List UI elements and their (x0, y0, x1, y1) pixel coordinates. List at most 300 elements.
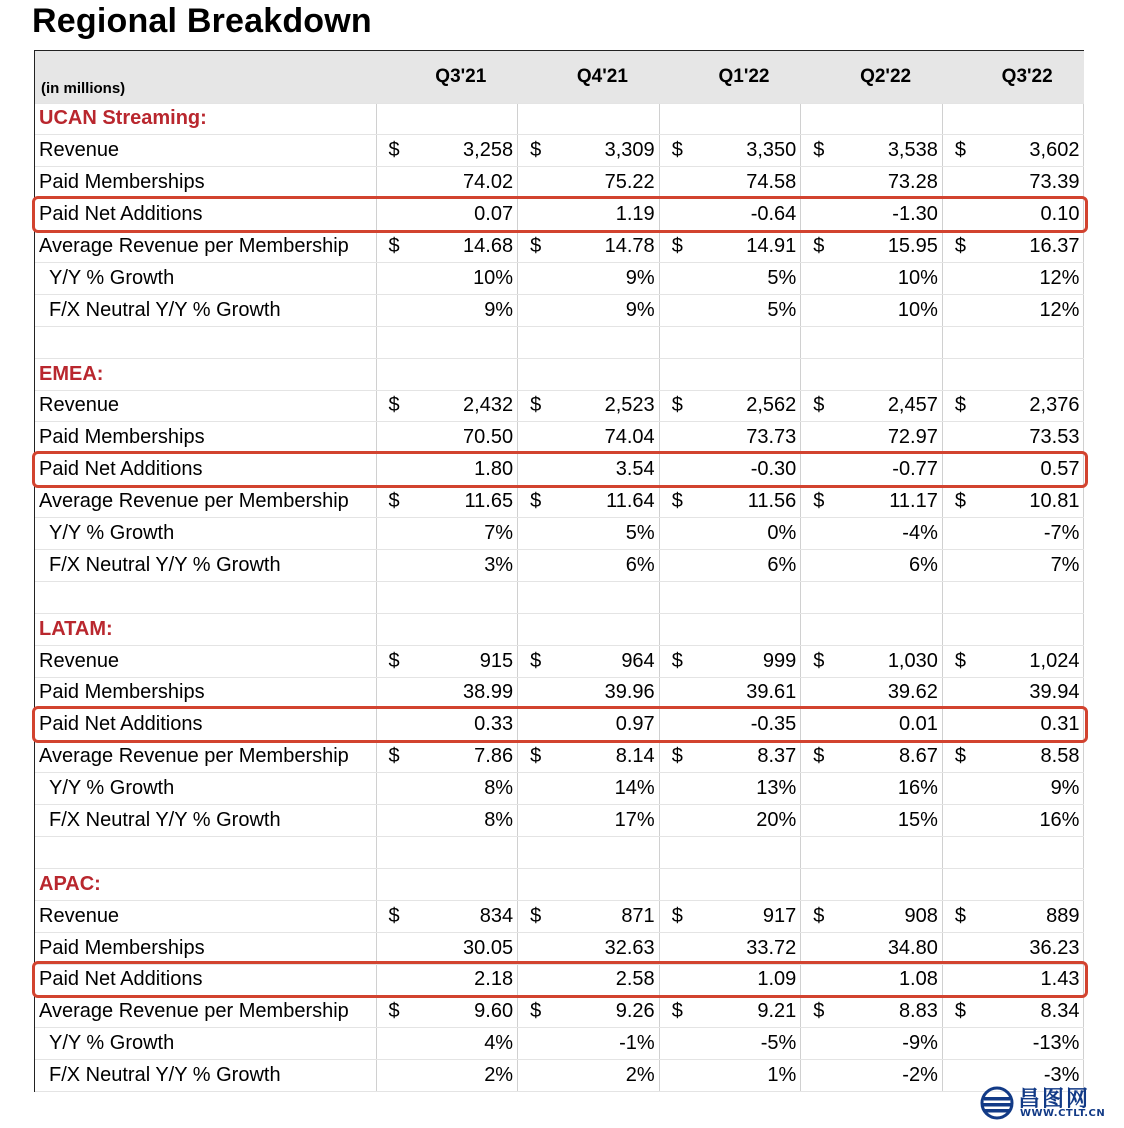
value-cell (376, 135, 518, 167)
value-cell (518, 135, 660, 167)
cell-value: 0.97 (615, 713, 655, 736)
cell-value: 14% (614, 777, 655, 800)
net-additions-highlight (32, 961, 1088, 998)
cell-value: 8.58 (1040, 745, 1080, 768)
currency-symbol: $ (813, 904, 825, 927)
value-cell (376, 1060, 518, 1092)
table-row (35, 486, 1084, 518)
cell-value: 14.68 (463, 235, 514, 257)
table-row (35, 518, 1084, 550)
row-label: Y/Y % Growth (35, 773, 376, 805)
cell-value: 1% (767, 1064, 797, 1087)
row-label: F/X Neutral Y/Y % Growth (35, 805, 376, 837)
currency-symbol: $ (954, 745, 966, 768)
value-cell (518, 422, 660, 454)
cell-value: 30.05 (463, 936, 514, 959)
value-cell (376, 645, 518, 677)
cell-value: 2,523 (604, 394, 655, 417)
value-cell (518, 805, 660, 837)
column-header: Q3'22 (942, 51, 1084, 103)
cell-value: 73.53 (1029, 426, 1080, 449)
value-cell (376, 262, 518, 294)
cell-value: 917 (762, 904, 797, 927)
value-cell (659, 645, 801, 677)
currency-symbol: $ (813, 394, 825, 417)
cell-value: 74.58 (746, 171, 797, 194)
cell-value: 11.56 (747, 490, 797, 513)
value-cell (376, 549, 518, 581)
cell-value: 8.67 (898, 745, 938, 768)
cell-value: 8.83 (898, 1000, 938, 1023)
value-cell (376, 518, 518, 550)
row-label: Y/Y % Growth (35, 518, 376, 550)
net-additions-highlight (32, 196, 1088, 233)
cell-value: 5% (767, 266, 797, 289)
currency-symbol: $ (671, 1000, 683, 1023)
value-cell (801, 932, 943, 964)
cell-value: 2% (625, 1064, 655, 1087)
value-cell (518, 996, 660, 1028)
value-cell (518, 390, 660, 422)
column-header: Q1'22 (659, 51, 801, 103)
cell-value: 1.80 (474, 458, 514, 481)
currency-symbol: $ (530, 490, 542, 513)
row-label: Paid Memberships (35, 677, 376, 709)
value-cell (801, 262, 943, 294)
cell-value: 3,258 (463, 139, 514, 162)
row-label: Paid Net Additions (35, 709, 376, 741)
value-cell (518, 677, 660, 709)
cell-value: 2,376 (1029, 394, 1080, 417)
value-cell (942, 486, 1084, 518)
value-cell (942, 262, 1084, 294)
row-label: Average Revenue per Membership (35, 996, 376, 1028)
cell-value: 908 (904, 904, 938, 927)
cell-value: 11.64 (606, 490, 655, 513)
row-label: Y/Y % Growth (35, 262, 376, 294)
currency-symbol: $ (530, 394, 542, 417)
value-cell (801, 422, 943, 454)
value-cell (942, 390, 1084, 422)
cell-value: 1.19 (615, 203, 655, 226)
cell-value: 33.72 (746, 936, 797, 959)
cell-value: 14.78 (604, 235, 655, 257)
cell-value: 2,432 (463, 394, 514, 417)
cell-value: 834 (479, 904, 514, 927)
currency-symbol: $ (388, 745, 400, 768)
row-label: Paid Net Additions (35, 199, 376, 231)
currency-symbol: $ (671, 235, 683, 257)
cell-value: -2% (902, 1064, 938, 1087)
currency-symbol: $ (671, 139, 683, 162)
cell-value: 0.33 (474, 713, 514, 736)
cell-value: 8% (484, 777, 514, 800)
cell-value: 10% (897, 266, 938, 289)
value-cell (659, 294, 801, 326)
value-cell (659, 773, 801, 805)
value-cell (942, 645, 1084, 677)
cell-value: -0.30 (750, 458, 797, 481)
cell-value: 15% (897, 809, 938, 832)
value-cell (801, 741, 943, 773)
row-label: Revenue (35, 135, 376, 167)
value-cell (801, 135, 943, 167)
currency-symbol: $ (813, 745, 825, 768)
section-header-row (35, 613, 1084, 645)
cell-value: 6% (767, 553, 797, 576)
value-cell (376, 390, 518, 422)
currency-symbol: $ (671, 394, 683, 417)
cell-value: 10.81 (1029, 490, 1080, 513)
row-label: Paid Memberships (35, 422, 376, 454)
table-row (35, 1028, 1084, 1060)
value-cell (801, 645, 943, 677)
section-header-row (35, 868, 1084, 900)
value-cell (942, 932, 1084, 964)
cell-value: -13% (1032, 1032, 1080, 1055)
table-row (35, 805, 1084, 837)
row-label: Revenue (35, 900, 376, 932)
cell-value: 1.08 (898, 968, 938, 991)
value-cell (518, 1028, 660, 1060)
cell-value: 964 (621, 649, 655, 672)
cell-value: -7% (1043, 522, 1080, 545)
currency-symbol: $ (954, 394, 966, 417)
currency-symbol: $ (530, 649, 542, 672)
value-cell (942, 900, 1084, 932)
cell-value: 36.23 (1029, 936, 1080, 959)
value-cell (659, 1060, 801, 1092)
value-cell (942, 741, 1084, 773)
currency-symbol: $ (954, 649, 966, 672)
watermark-logo (976, 1084, 1116, 1124)
globe-icon (980, 1086, 1014, 1120)
currency-symbol: $ (671, 490, 683, 513)
currency-symbol: $ (954, 490, 966, 513)
value-cell (659, 996, 801, 1028)
currency-symbol: $ (388, 235, 400, 257)
section-header-row (35, 358, 1084, 390)
cell-value: 3,309 (604, 139, 655, 162)
value-cell (659, 390, 801, 422)
cell-value: 15.95 (887, 235, 938, 257)
currency-symbol: $ (388, 649, 400, 672)
value-cell (942, 677, 1084, 709)
value-cell (801, 996, 943, 1028)
cell-value: 75.22 (604, 171, 655, 194)
section-title: APAC: (35, 868, 376, 900)
cell-value: 1,030 (887, 649, 938, 672)
cell-value: -3% (1043, 1064, 1080, 1087)
cell-value: 39.94 (1029, 681, 1080, 704)
cell-value: -9% (902, 1032, 938, 1055)
cell-value: 6% (625, 553, 655, 576)
row-label: Average Revenue per Membership (35, 741, 376, 773)
value-cell (518, 932, 660, 964)
spacer-row (35, 326, 1084, 358)
row-label: Average Revenue per Membership (35, 486, 376, 518)
cell-value: 72.97 (887, 426, 938, 449)
value-cell (376, 900, 518, 932)
currency-symbol: $ (954, 1000, 966, 1023)
cell-value: 17% (614, 809, 655, 832)
currency-symbol: $ (813, 139, 825, 162)
value-cell (659, 486, 801, 518)
table-row (35, 422, 1084, 454)
cell-value: 1.09 (757, 968, 797, 991)
cell-value: -0.64 (750, 203, 797, 226)
cell-value: 9% (625, 266, 655, 289)
cell-value: 5% (625, 522, 655, 545)
cell-value: 39.61 (746, 681, 797, 704)
value-cell (659, 741, 801, 773)
value-cell (942, 167, 1084, 199)
value-cell (659, 167, 801, 199)
table-row (35, 932, 1084, 964)
value-cell (518, 1060, 660, 1092)
value-cell (376, 805, 518, 837)
value-cell (942, 549, 1084, 581)
value-cell (659, 932, 801, 964)
table-row (35, 231, 1084, 263)
cell-value: 0% (767, 522, 797, 545)
cell-value: 39.96 (604, 681, 655, 704)
cell-value: -4% (902, 522, 938, 545)
section-header-row (35, 103, 1084, 135)
row-label: Y/Y % Growth (35, 1028, 376, 1060)
value-cell (659, 262, 801, 294)
value-cell (659, 549, 801, 581)
value-cell (801, 231, 943, 263)
value-cell (801, 167, 943, 199)
cell-value: 1.43 (1040, 968, 1080, 991)
currency-symbol: $ (954, 235, 966, 257)
net-additions-highlight (32, 451, 1088, 488)
cell-value: 2.58 (615, 968, 655, 991)
value-cell (659, 518, 801, 550)
cell-value: 12% (1039, 298, 1080, 321)
table-row (35, 996, 1084, 1028)
currency-symbol: $ (530, 235, 542, 257)
value-cell (376, 231, 518, 263)
table-row (35, 294, 1084, 326)
cell-value: 74.02 (463, 171, 514, 194)
spacer-row (35, 581, 1084, 613)
column-header: Q2'22 (801, 51, 943, 103)
currency-symbol: $ (813, 490, 825, 513)
cell-value: 11.65 (464, 490, 514, 513)
value-cell (376, 996, 518, 1028)
currency-symbol: $ (388, 1000, 400, 1023)
table-row (35, 262, 1084, 294)
cell-value: 9.21 (757, 1000, 797, 1023)
table-row (35, 677, 1084, 709)
value-cell (801, 1060, 943, 1092)
cell-value: 3,350 (746, 139, 797, 162)
table-row (35, 645, 1084, 677)
cell-value: 32.63 (604, 936, 655, 959)
value-cell (801, 486, 943, 518)
cell-value: 889 (1046, 904, 1080, 927)
cell-value: 8.37 (757, 745, 797, 768)
value-cell (659, 1028, 801, 1060)
cell-value: -1.30 (892, 203, 938, 226)
table-row (35, 135, 1084, 167)
value-cell (376, 932, 518, 964)
net-additions-highlight (32, 706, 1088, 743)
cell-value: 4% (484, 1032, 514, 1055)
cell-value: 13% (756, 777, 797, 800)
value-cell (376, 1028, 518, 1060)
section-title: UCAN Streaming: (35, 103, 376, 135)
currency-symbol: $ (813, 649, 825, 672)
row-label: Paid Memberships (35, 167, 376, 199)
value-cell (942, 135, 1084, 167)
value-cell (376, 294, 518, 326)
value-cell (518, 741, 660, 773)
value-cell (518, 262, 660, 294)
cell-value: 0.31 (1040, 713, 1080, 736)
row-label: Paid Memberships (35, 932, 376, 964)
cell-value: 6% (908, 553, 938, 576)
value-cell (801, 1028, 943, 1060)
cell-value: 16% (1039, 809, 1080, 832)
currency-symbol: $ (813, 235, 825, 257)
value-cell (376, 486, 518, 518)
cell-value: 2.18 (474, 968, 514, 991)
cell-value: 11.17 (889, 490, 938, 513)
cell-value: 871 (621, 904, 655, 927)
section-title: LATAM: (35, 613, 376, 645)
column-header: Q4'21 (518, 51, 660, 103)
row-label: F/X Neutral Y/Y % Growth (35, 549, 376, 581)
cell-value: 0.57 (1040, 458, 1080, 481)
value-cell (518, 900, 660, 932)
currency-symbol: $ (954, 139, 966, 162)
currency-symbol: $ (671, 649, 683, 672)
currency-symbol: $ (388, 394, 400, 417)
value-cell (659, 677, 801, 709)
section-title: EMEA: (35, 358, 376, 390)
header-row (35, 51, 1084, 103)
cell-value: 73.28 (887, 171, 938, 194)
value-cell (659, 231, 801, 263)
value-cell (801, 549, 943, 581)
row-label: Average Revenue per Membership (35, 231, 376, 263)
table-row (35, 741, 1084, 773)
cell-value: 16.37 (1029, 235, 1080, 257)
cell-value: 7% (1050, 553, 1080, 576)
cell-value: 2,457 (887, 394, 938, 417)
cell-value: 0.07 (474, 203, 514, 226)
cell-value: 39.62 (887, 681, 938, 704)
cell-value: 8.34 (1040, 1000, 1080, 1023)
value-cell (518, 645, 660, 677)
value-cell (518, 294, 660, 326)
value-cell (942, 996, 1084, 1028)
value-cell (942, 294, 1084, 326)
cell-value: 14.91 (746, 235, 797, 257)
cell-value: 0.10 (1040, 203, 1080, 226)
currency-symbol: $ (388, 139, 400, 162)
value-cell (942, 773, 1084, 805)
row-label: Paid Net Additions (35, 454, 376, 486)
currency-symbol: $ (530, 139, 542, 162)
cell-value: -0.35 (750, 713, 797, 736)
value-cell (801, 773, 943, 805)
cell-value: 34.80 (887, 936, 938, 959)
cell-value: 7.86 (474, 745, 514, 768)
currency-symbol: $ (671, 745, 683, 768)
cell-value: 999 (762, 649, 797, 672)
value-cell (376, 677, 518, 709)
currency-symbol: $ (954, 904, 966, 927)
cell-value: 9% (484, 298, 514, 321)
value-cell (518, 231, 660, 263)
cell-value: 3% (484, 553, 514, 576)
value-cell (659, 805, 801, 837)
table-row (35, 1060, 1084, 1092)
value-cell (659, 135, 801, 167)
value-cell (518, 518, 660, 550)
cell-value: 3,602 (1029, 139, 1080, 162)
watermark-text: 昌图网 (1018, 1087, 1091, 1112)
value-cell (376, 422, 518, 454)
value-cell (801, 518, 943, 550)
currency-symbol: $ (530, 745, 542, 768)
value-cell (942, 1028, 1084, 1060)
row-label: F/X Neutral Y/Y % Growth (35, 1060, 376, 1092)
spacer-row (35, 836, 1084, 868)
table-row (35, 167, 1084, 199)
cell-value: -0.77 (892, 458, 938, 481)
row-label: F/X Neutral Y/Y % Growth (35, 294, 376, 326)
watermark-url: WWW.CTLT.CN (1020, 1108, 1106, 1119)
value-cell (518, 773, 660, 805)
cell-value: 70.50 (463, 426, 514, 449)
table-row (35, 390, 1084, 422)
table-row (35, 549, 1084, 581)
value-cell (376, 773, 518, 805)
value-cell (801, 390, 943, 422)
cell-value: 5% (767, 298, 797, 321)
value-cell (942, 518, 1084, 550)
currency-symbol: $ (671, 904, 683, 927)
cell-value: 16% (897, 777, 938, 800)
value-cell (801, 900, 943, 932)
cell-value: 38.99 (463, 681, 514, 704)
cell-value: 1,024 (1029, 649, 1080, 672)
cell-value: 73.73 (746, 426, 797, 449)
row-label: Revenue (35, 390, 376, 422)
cell-value: -5% (760, 1032, 797, 1055)
cell-value: 8.14 (615, 745, 655, 768)
value-cell (801, 677, 943, 709)
table-row (35, 900, 1084, 932)
units-label: (in millions) (35, 51, 376, 103)
table-row (35, 773, 1084, 805)
value-cell (801, 805, 943, 837)
cell-value: 9.26 (615, 1000, 655, 1023)
cell-value: 9.60 (474, 1000, 514, 1023)
cell-value: 12% (1039, 266, 1080, 289)
row-label: Paid Net Additions (35, 964, 376, 996)
cell-value: 8% (484, 809, 514, 832)
cell-value: 3.54 (615, 458, 655, 481)
currency-symbol: $ (813, 1000, 825, 1023)
cell-value: 2,562 (746, 394, 797, 417)
value-cell (801, 294, 943, 326)
